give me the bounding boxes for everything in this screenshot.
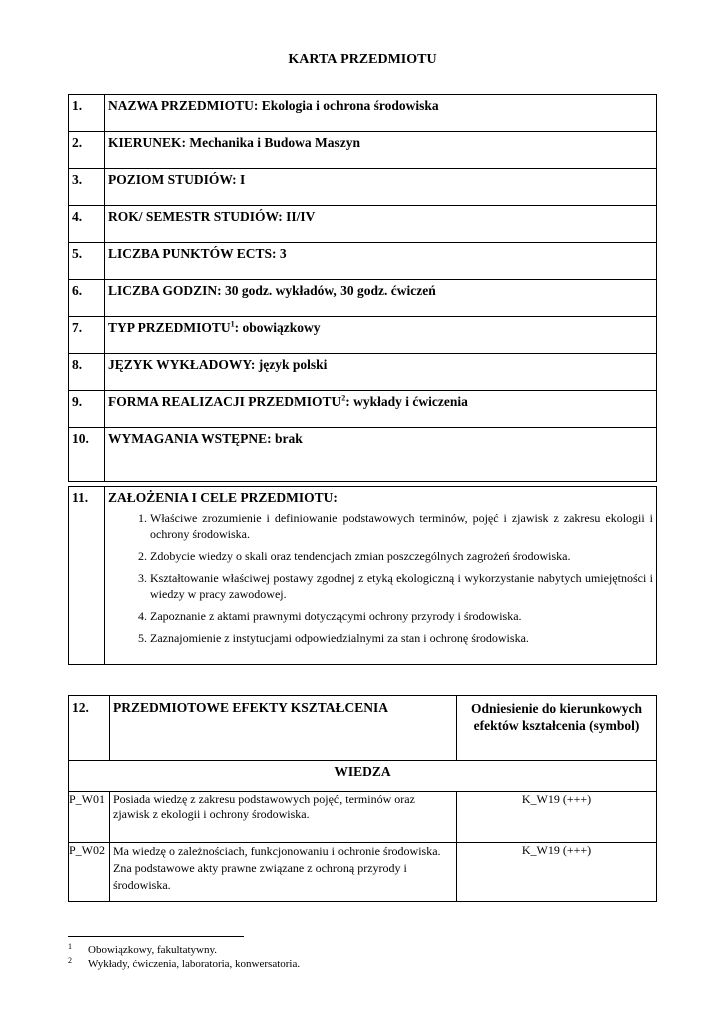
- row-number: 7.: [69, 317, 105, 354]
- section-row: [69, 761, 657, 792]
- footnote-text: Obowiązkowy, fakultatywny.: [88, 944, 218, 956]
- row-number: 9.: [69, 391, 105, 428]
- list-item: 5. Zaznajomienie z instytucjami odpowiedzialnymi za stan i ochronę środowiska.: [150, 630, 653, 646]
- footnote: [68, 957, 468, 971]
- row-value: POZIOM STUDIÓW: I: [105, 169, 657, 206]
- learning-outcomes-table: [68, 695, 657, 902]
- table-row: [69, 792, 657, 843]
- goals-cell: [105, 487, 657, 665]
- list-item: 2. Zdobycie wiedzy o skali oraz tendencjach zmian poszczególnych zagrożeń środowiska.: [150, 548, 653, 564]
- row-number: 2.: [69, 132, 105, 169]
- outcome-code: P_W01: [69, 792, 110, 843]
- info-row: [69, 317, 657, 354]
- list-item: 3. Kształtowanie właściwej postawy zgodnej z etyką ekologiczną i wykorzystanie nabytych umiejętności i wiedzy w pracy zawodowej.: [150, 570, 653, 602]
- row-number: 8.: [69, 354, 105, 391]
- footnote-divider: [68, 936, 244, 937]
- info-row: [69, 132, 657, 169]
- course-info-table: [68, 94, 657, 482]
- row-number: 5.: [69, 243, 105, 280]
- info-row: [69, 95, 657, 132]
- footnote-ref: 2: [341, 393, 346, 403]
- footnote-mark: 1: [68, 942, 72, 951]
- row-value: LICZBA PUNKTÓW ECTS: 3: [105, 243, 657, 280]
- footnote-ref: 1: [230, 319, 235, 329]
- row-number: 10.: [69, 428, 105, 482]
- section-heading: WIEDZA: [69, 761, 657, 792]
- list-item: 1. Właściwe zrozumienie i definiowanie podstawowych terminów, pojęć i zjawisk z zakresu ekologii i ochrony środowiska.: [150, 510, 653, 542]
- outcome-reference: K_W19 (+++): [457, 792, 657, 843]
- list-item: 4. Zapoznanie z aktami prawnymi dotyczącymi ochrony przyrody i środowiska.: [150, 608, 653, 624]
- info-row: [69, 243, 657, 280]
- page-title: KARTA PRZEDMIOTU: [288, 52, 437, 67]
- outcome-code: P_W02: [69, 843, 110, 902]
- row-number: 4.: [69, 206, 105, 243]
- row-value: KIERUNEK: Mechanika i Budowa Maszyn: [105, 132, 657, 169]
- outcomes-header-row: [69, 696, 657, 761]
- row-value: ROK/ SEMESTR STUDIÓW: II/IV: [105, 206, 657, 243]
- info-row: [69, 206, 657, 243]
- row-number: 12.: [69, 696, 110, 761]
- info-row: [69, 391, 657, 428]
- outcome-description: Posiada wiedzę z zakresu podstawowych pojęć, terminów oraz zjawisk z ekologii i ochrony środowiska.: [110, 792, 457, 843]
- course-goals-table: [68, 486, 657, 665]
- goals-list: [108, 510, 653, 646]
- outcomes-heading: PRZEDMIOTOWE EFEKTY KSZTAŁCENIA: [110, 696, 457, 761]
- outcome-description: Ma wiedzę o zależnościach, funkcjonowaniu i ochronie środowiska. Zna podstawowe akty prawne związane z ochroną przyrody i środowiska.: [110, 843, 457, 902]
- info-row: [69, 428, 657, 482]
- row-value: WYMAGANIA WSTĘPNE: brak: [105, 428, 657, 482]
- footnote-text: Wykłady, ćwiczenia, laboratoria, konwersatoria.: [88, 958, 301, 970]
- goals-row: [69, 487, 657, 665]
- row-value: TYP PRZEDMIOTU$^1$: obowiązkowy: [105, 317, 657, 354]
- row-value: LICZBA GODZIN: 30 godz. wykładów, 30 godz. ćwiczeń: [105, 280, 657, 317]
- footnote-mark: 2: [68, 956, 72, 965]
- row-value: FORMA REALIZACJI PRZEDMIOTU$^2$: wykłady i ćwiczenia: [105, 391, 657, 428]
- footnote: [68, 943, 468, 957]
- info-row: [69, 354, 657, 391]
- row-number: 1.: [69, 95, 105, 132]
- reference-heading: Odniesienie do kierunkowych efektów kształcenia (symbol): [457, 696, 657, 761]
- table-row: [69, 843, 657, 902]
- info-row: [69, 280, 657, 317]
- outcome-reference: K_W19 (+++): [457, 843, 657, 902]
- info-row: [69, 169, 657, 206]
- row-number: 11.: [69, 487, 105, 665]
- row-value: JĘZYK WYKŁADOWY: język polski: [105, 354, 657, 391]
- goals-heading: ZAŁOŻENIA I CELE PRZEDMIOTU:: [108, 490, 338, 505]
- row-number: 3.: [69, 169, 105, 206]
- row-number: 6.: [69, 280, 105, 317]
- row-value: NAZWA PRZEDMIOTU: Ekologia i ochrona środowiska: [105, 95, 657, 132]
- footnotes: [68, 936, 468, 971]
